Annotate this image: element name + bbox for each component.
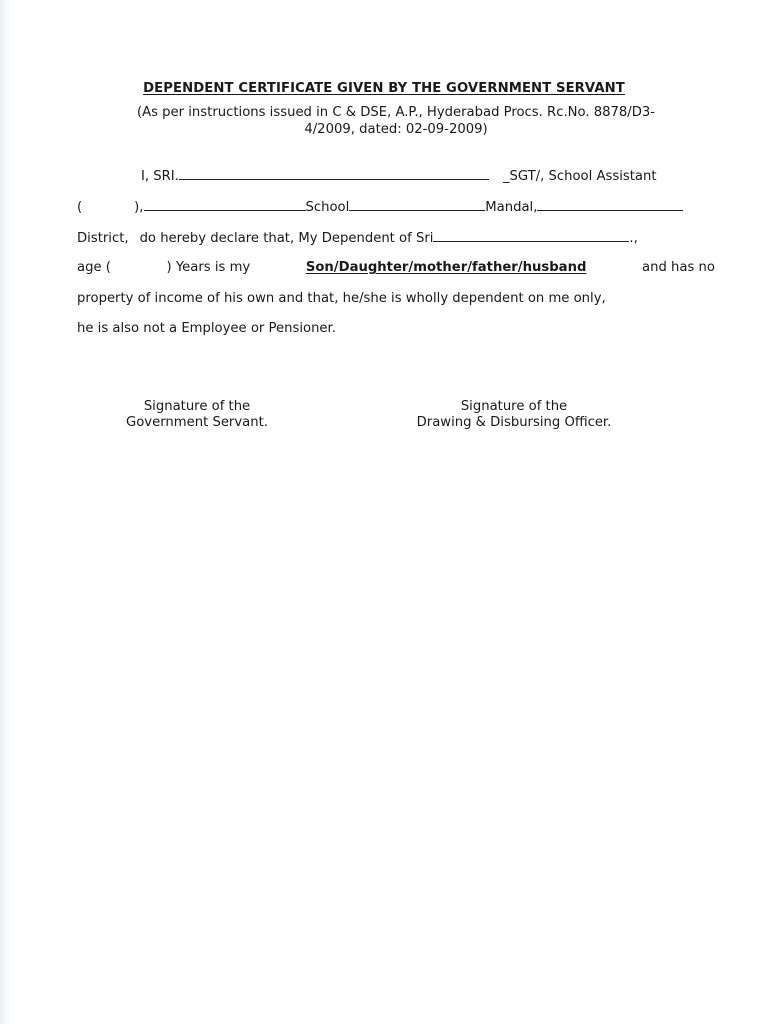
right-signature-line-1: Signature of the	[460, 399, 568, 414]
subtitle-line-2: 4/2009, dated: 02-09-2009)	[304, 122, 488, 137]
school-name-blank[interactable]	[349, 197, 485, 211]
open-paren: (	[77, 200, 83, 215]
right-signature-line-2: Drawing & Disbursing Officer.	[416, 415, 612, 430]
document-subtitle	[86, 104, 706, 138]
declaration-line-3	[77, 228, 715, 248]
subtitle-line-1: (As per instructions issued in C & DSE, A.P., Hyderabad Procs. Rc.No. 8878/D3-	[136, 105, 656, 120]
document-title: DEPENDENT CERTIFICATE GIVEN BY THE GOVERNMENT SERVANT	[143, 81, 625, 96]
declaration-line-6: he is also not a Employee or Pensioner.	[77, 321, 336, 336]
ddo-signature	[394, 399, 634, 431]
declaration-line-1	[77, 166, 715, 186]
line4-tail: and has no	[642, 260, 715, 275]
declare-text: do hereby declare that, My Dependent of Sri	[139, 231, 434, 246]
relation-options: Son/Daughter/mother/father/husband	[305, 260, 587, 275]
government-servant-signature	[100, 399, 294, 431]
school-label: School	[305, 200, 350, 215]
left-signature-line-2: Government Servant.	[126, 415, 268, 430]
age-open: age (	[77, 260, 111, 275]
close-paren: ),	[134, 200, 144, 215]
mandal-name-blank[interactable]	[537, 197, 683, 211]
district-label: District,	[77, 231, 129, 246]
declaration-line-4	[77, 258, 715, 278]
left-signature-line-1: Signature of the	[143, 399, 251, 414]
name-blank[interactable]	[179, 166, 489, 180]
declaration-line-2	[77, 197, 715, 217]
line3-end: .,	[629, 231, 638, 246]
declaration-line-5: property of income of his own and that, he/she is wholly dependent on me only,	[77, 291, 606, 306]
mandal-label: Mandal,	[485, 200, 538, 215]
years-text: ) Years is my	[166, 260, 251, 275]
blank-before-school[interactable]	[144, 197, 306, 211]
dependent-name-blank[interactable]	[433, 228, 629, 242]
sri-label: I, SRI.	[141, 169, 179, 184]
designation-label: _SGT/, School Assistant	[502, 169, 657, 184]
